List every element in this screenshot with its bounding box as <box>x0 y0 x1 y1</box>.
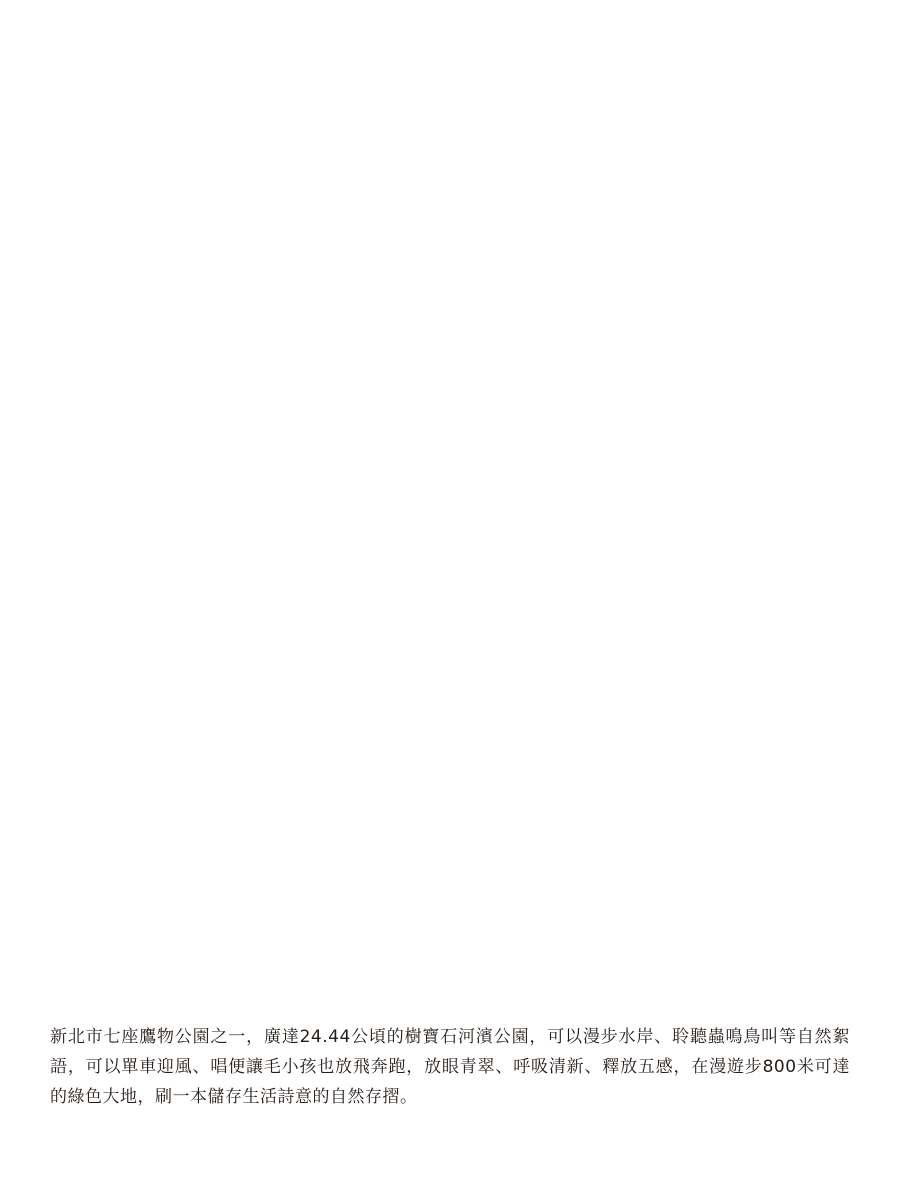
body-paragraph: 新北市七座鷹物公園之一，廣達24.44公頃的樹寶石河濱公園，可以漫步水岸、聆聽蟲鳴鳥叫等自然絮語，可以單車迎風、唱便讓毛小孩也放飛奔跑，放眼青翠、呼吸清新、釋放五感，在漫遊步800米可達的綠色大地，刷一本儲存生活詩意的自然存摺。 <box>50 1027 850 1107</box>
